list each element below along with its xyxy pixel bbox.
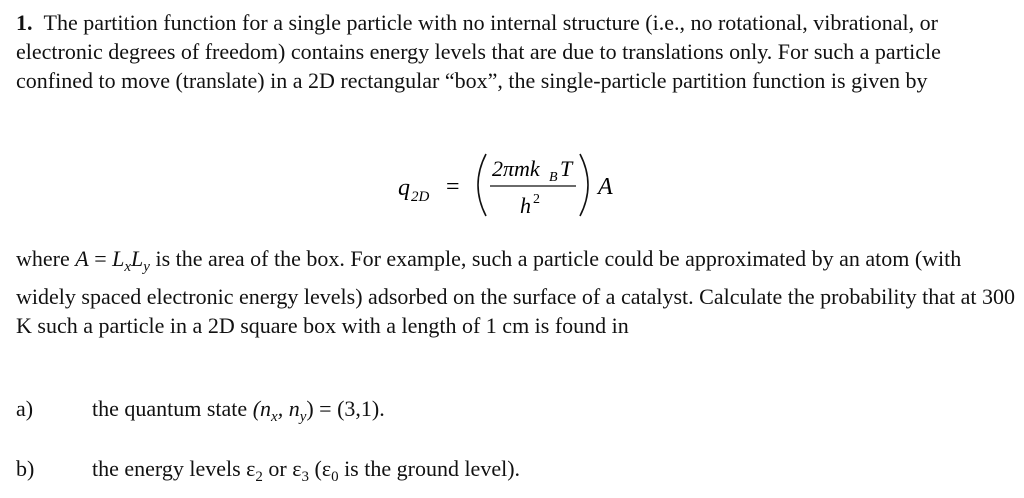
eq-numerator: 2πmk bbox=[492, 156, 540, 181]
part-b-text bbox=[92, 454, 520, 492]
eq-trailing-factor: A bbox=[598, 174, 613, 200]
ly-subscript: y bbox=[143, 259, 150, 275]
part-b-e2: ε bbox=[246, 456, 256, 481]
area-symbol: A bbox=[75, 246, 89, 271]
part-a-prefix: the quantum state bbox=[92, 396, 253, 421]
eq-equals: = bbox=[446, 174, 460, 200]
eq-left-paren bbox=[478, 154, 486, 216]
question-number: 1. bbox=[16, 10, 33, 35]
part-b-tail: is the ground level). bbox=[338, 456, 521, 481]
part-a-text bbox=[92, 394, 385, 432]
intro-text: The partition function for a single particle with no internal structure (i.e., no rotational, vibrational, or electronic degrees of freedom) contains energy levels that are due to translations only. For such a particle confined to move (translate) in a 2D rectangular “box”, the single-particle partition function is given by bbox=[16, 10, 941, 93]
partition-function-equation bbox=[0, 148, 1024, 228]
part-a-state-mid: , n bbox=[277, 396, 300, 421]
eq-lhs-symbol: q bbox=[398, 175, 410, 201]
eq-denominator-exponent: 2 bbox=[533, 192, 540, 207]
area-equals: = bbox=[88, 246, 113, 271]
part-b-e2-sub: 2 bbox=[255, 469, 263, 485]
part-b-or: or bbox=[262, 456, 293, 481]
equation-svg bbox=[0, 148, 1024, 228]
where-prefix: where bbox=[16, 246, 76, 271]
part-b-prefix: the energy levels bbox=[92, 456, 247, 481]
ly-symbol: L bbox=[131, 246, 144, 271]
problem-body bbox=[16, 244, 1016, 340]
part-a-state-open: (n bbox=[252, 396, 272, 421]
body-text: is the area of the box. For example, such a particle could be approximated by an atom (with widely spaced electronic energy levels) adsorbed on the surface of a catalyst. Calculate the probability that at 300 K such a particle in a 2D square box with a length of 1 cm is found in bbox=[16, 246, 1015, 338]
part-b-label: b) bbox=[16, 456, 35, 481]
lx-symbol: L bbox=[112, 246, 125, 271]
eq-numerator-tail: T bbox=[560, 156, 573, 181]
part-b-e3: ε bbox=[292, 456, 302, 481]
eq-right-paren bbox=[580, 154, 588, 216]
eq-numerator-subscript: B bbox=[549, 170, 558, 185]
part-b-e0-sub: 0 bbox=[331, 469, 339, 485]
eq-denominator: h bbox=[520, 193, 531, 218]
part-b-e3-sub: 3 bbox=[301, 469, 309, 485]
part-a-sub-y: y bbox=[299, 409, 307, 425]
lx-subscript: x bbox=[124, 259, 132, 275]
eq-lhs-subscript: 2D bbox=[411, 189, 430, 205]
part-a-sub-x: x bbox=[271, 409, 278, 425]
part-a-label: a) bbox=[16, 396, 34, 421]
part-b-e0: ε bbox=[321, 456, 332, 481]
part-a-state-end: ) = (3,1). bbox=[306, 396, 385, 421]
part-b-paren-open: ( bbox=[308, 456, 322, 481]
problem-intro bbox=[16, 8, 1016, 95]
